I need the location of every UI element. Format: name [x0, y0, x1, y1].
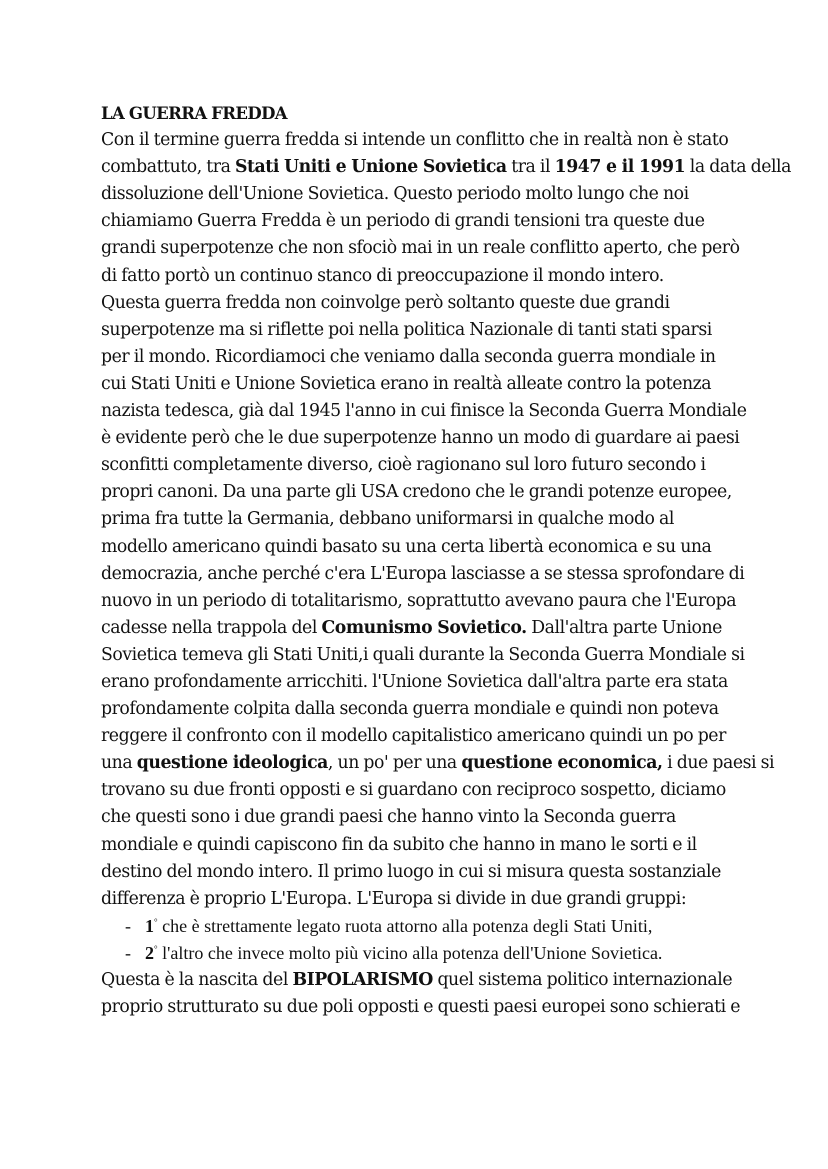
text-run: destino del mondo intero. Il primo luogo in cui si misura questa sostanziale	[101, 861, 721, 882]
text-line	[101, 263, 741, 290]
text-run: differenza è proprio L'Europa. L'Europa si divide in due grandi gruppi:	[101, 888, 687, 909]
list-item	[101, 940, 741, 967]
text-run: di fatto portò un continuo stanco di preoccupazione il mondo intero.	[101, 265, 664, 286]
text-line	[101, 235, 741, 262]
document-title: LA GUERRA FREDDA	[101, 104, 287, 123]
text-line	[101, 561, 745, 588]
text-line	[101, 534, 741, 561]
text-run: cui Stati Uniti e Unione Sovietica erano in realtà alleate contro la potenza	[101, 373, 712, 394]
list-dash: -	[125, 915, 131, 936]
text-run: combattuto, tra	[101, 157, 235, 178]
text-line	[101, 832, 741, 859]
text-line	[101, 479, 741, 506]
text-line	[101, 750, 775, 777]
text-line	[101, 804, 741, 831]
text-run: chiamiamo Guerra Fredda è un periodo di grandi tensioni tra queste due	[101, 211, 705, 232]
text-line	[101, 398, 747, 425]
text-line	[101, 154, 791, 181]
text-line	[101, 506, 741, 533]
text-run: profondamente colpita dalla seconda guerra mondiale e quindi non poteva	[101, 699, 719, 720]
text-run: tra il	[506, 157, 555, 178]
list-item	[101, 913, 741, 940]
text-run: sconfitti completamente diverso, cioè ragionano sul loro futuro secondo i	[101, 455, 706, 476]
text-line	[101, 994, 741, 1021]
degree-mark: °	[154, 943, 158, 954]
text-line	[101, 425, 741, 452]
text-run: prima fra tutte la Germania, debbano uniformarsi in qualche modo al	[101, 509, 674, 530]
text-run: dissoluzione dell'Unione Sovietica. Questo periodo molto lungo che noi	[101, 184, 689, 205]
text-line	[101, 859, 741, 886]
text-line	[101, 615, 741, 642]
list-dash: -	[125, 942, 131, 963]
text-run: proprio strutturato su due poli opposti e questi paesi europei sono schierati e	[101, 997, 741, 1018]
text-run: Con il termine guerra fredda si intende un conflitto che in realtà non è stato	[101, 130, 729, 151]
text-run: Sovietica temeva gli Stati Uniti,i quali durante la Seconda Guerra Mondiale si	[101, 644, 745, 665]
text-run: erano profondamente arricchiti. l'Unione Sovietica dall'altra parte era stata	[101, 671, 728, 692]
text-line	[101, 588, 741, 615]
text-run: democrazia, anche perché c'era L'Europa lasciasse a se stessa sprofondare di	[101, 563, 745, 584]
text-run: propri canoni. Da una parte gli USA credono che le grandi potenze europee,	[101, 482, 732, 503]
text-line	[101, 290, 741, 317]
numbered-list	[101, 913, 741, 967]
text-run: che questi sono i due grandi paesi che hanno vinto la Seconda guerra	[101, 807, 676, 828]
text-run: per il mondo. Ricordiamoci che veniamo dalla seconda guerra mondiale in	[101, 346, 716, 367]
text-run: grandi superpotenze che non sfociò mai in un reale conflitto aperto, che però	[101, 238, 740, 259]
text-line	[101, 777, 741, 804]
bold-text: questione economica,	[461, 753, 663, 774]
text-line	[101, 452, 741, 479]
text-run: Dall'altra parte Unione	[526, 617, 722, 638]
bold-text: Comunismo Sovietico.	[321, 617, 527, 638]
text-run: è evidente però che le due superpotenze hanno un modo di guardare ai paesi	[101, 428, 740, 449]
text-run: trovano su due fronti opposti e si guardano con reciproco sospetto, diciamo	[101, 780, 726, 801]
text-line	[101, 967, 741, 994]
text-run: Questa guerra fredda non coinvolge però soltanto queste due grandi	[101, 292, 670, 313]
text-run: cadesse nella trappola del	[101, 617, 322, 638]
text-run: i due paesi si	[662, 753, 775, 774]
list-number: 2	[145, 942, 154, 963]
text-line	[101, 723, 741, 750]
list-text: l'altro che invece molto più vicino alla potenza dell'Unione Sovietica.	[157, 942, 663, 963]
text-line	[101, 181, 741, 208]
bold-text: Stati Uniti e Unione Sovietica	[235, 157, 507, 178]
text-run: Questa è la nascita del	[101, 970, 293, 990]
bold-text: BIPOLARISMO	[292, 970, 433, 990]
text-line	[101, 317, 741, 344]
text-line	[101, 208, 741, 235]
document-body	[101, 127, 791, 913]
text-line	[101, 696, 741, 723]
text-run: una	[101, 753, 137, 774]
closing-paragraph	[101, 967, 741, 1021]
text-run: superpotenze ma si riflette poi nella politica Nazionale di tanti stati sparsi	[101, 319, 712, 340]
text-line	[101, 344, 741, 371]
bold-text: questione ideologica	[136, 753, 328, 774]
text-run: modello americano quindi basato su una certa libertà economica e su una	[101, 536, 712, 557]
text-run: nazista tedesca, già dal 1945 l'anno in cui finisce la Seconda Guerra Mondiale	[101, 401, 747, 422]
bold-text: 1947 e il 1991	[554, 157, 686, 178]
text-line	[101, 127, 741, 154]
text-line	[101, 669, 741, 696]
text-run: nuovo in un periodo di totalitarismo, soprattutto avevano paura che l'Europa	[101, 590, 737, 611]
text-run: la data della	[685, 157, 791, 178]
text-line	[101, 371, 741, 398]
text-run: , un po' per una	[327, 753, 462, 774]
document-page	[101, 100, 791, 1021]
text-run: reggere il confronto con il modello capitalistico americano quindi un po per	[101, 726, 726, 747]
text-run: mondiale e quindi capiscono fin da subito che hanno in mano le sorti e il	[101, 834, 697, 855]
degree-mark: °	[154, 916, 158, 927]
list-number: 1	[145, 915, 154, 936]
text-line	[101, 886, 741, 913]
text-line	[101, 642, 745, 669]
text-run: quel sistema politico internazionale	[432, 970, 733, 990]
list-text: che è strettamente legato ruota attorno alla potenza degli Stati Uniti,	[157, 915, 653, 936]
